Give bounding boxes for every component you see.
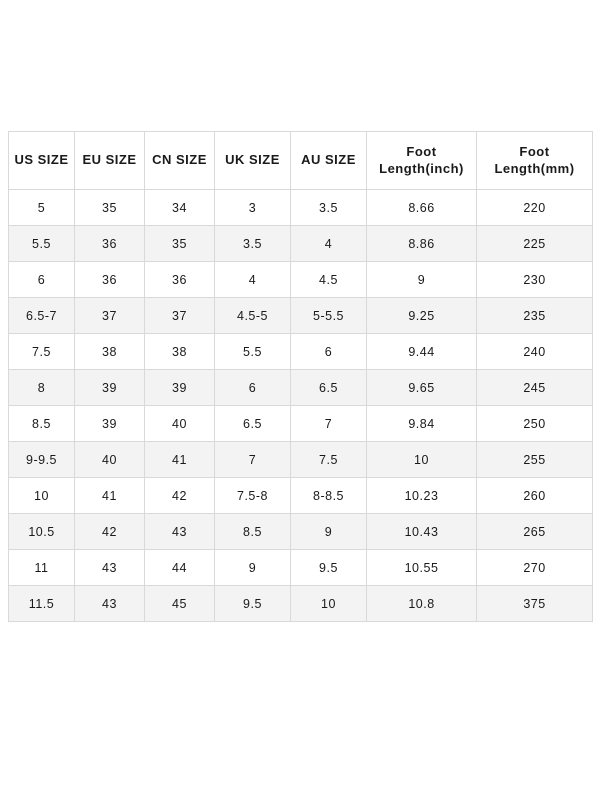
table-row xyxy=(9,226,593,262)
table-row xyxy=(9,406,593,442)
cell-foot-length-inch: 8.66 xyxy=(367,190,477,226)
cell-au-size: 7.5 xyxy=(291,442,367,478)
cell-foot-length-inch: 10.43 xyxy=(367,514,477,550)
size-chart-container xyxy=(8,131,592,622)
cell-foot-length-mm: 255 xyxy=(477,442,593,478)
cell-au-size: 8-8.5 xyxy=(291,478,367,514)
cell-au-size: 9.5 xyxy=(291,550,367,586)
cell-cn-size: 44 xyxy=(145,550,215,586)
cell-au-size: 3.5 xyxy=(291,190,367,226)
cell-uk-size: 4 xyxy=(215,262,291,298)
cell-foot-length-mm: 375 xyxy=(477,586,593,622)
cell-eu-size: 40 xyxy=(75,442,145,478)
cell-us-size: 8 xyxy=(9,370,75,406)
cell-foot-length-inch: 10.55 xyxy=(367,550,477,586)
cell-us-size: 5.5 xyxy=(9,226,75,262)
cell-uk-size: 7.5-8 xyxy=(215,478,291,514)
cell-us-size: 5 xyxy=(9,190,75,226)
cell-foot-length-inch: 10.23 xyxy=(367,478,477,514)
cell-foot-length-inch: 9.25 xyxy=(367,298,477,334)
cell-au-size: 4 xyxy=(291,226,367,262)
cell-us-size: 8.5 xyxy=(9,406,75,442)
cell-foot-length-mm: 225 xyxy=(477,226,593,262)
table-header xyxy=(9,132,593,190)
cell-us-size: 11 xyxy=(9,550,75,586)
cell-uk-size: 5.5 xyxy=(215,334,291,370)
cell-au-size: 5-5.5 xyxy=(291,298,367,334)
cell-cn-size: 35 xyxy=(145,226,215,262)
table-row xyxy=(9,586,593,622)
cell-foot-length-inch: 9.65 xyxy=(367,370,477,406)
cell-uk-size: 9 xyxy=(215,550,291,586)
cell-foot-length-mm: 240 xyxy=(477,334,593,370)
column-header-foot-length-mm xyxy=(477,132,593,190)
cell-eu-size: 43 xyxy=(75,550,145,586)
cell-cn-size: 34 xyxy=(145,190,215,226)
cell-eu-size: 41 xyxy=(75,478,145,514)
cell-us-size: 9-9.5 xyxy=(9,442,75,478)
cell-cn-size: 37 xyxy=(145,298,215,334)
cell-uk-size: 3 xyxy=(215,190,291,226)
cell-au-size: 10 xyxy=(291,586,367,622)
cell-foot-length-inch: 9.44 xyxy=(367,334,477,370)
cell-eu-size: 35 xyxy=(75,190,145,226)
column-header-cn-size: CN SIZE xyxy=(145,132,215,190)
cell-eu-size: 36 xyxy=(75,226,145,262)
cell-cn-size: 43 xyxy=(145,514,215,550)
cell-foot-length-inch: 9.84 xyxy=(367,406,477,442)
cell-eu-size: 36 xyxy=(75,262,145,298)
table-row xyxy=(9,550,593,586)
cell-cn-size: 41 xyxy=(145,442,215,478)
cell-eu-size: 42 xyxy=(75,514,145,550)
cell-eu-size: 38 xyxy=(75,334,145,370)
table-row xyxy=(9,514,593,550)
cell-foot-length-inch: 10.8 xyxy=(367,586,477,622)
cell-us-size: 6.5-7 xyxy=(9,298,75,334)
table-body xyxy=(9,190,593,622)
column-header-uk-size: UK SIZE xyxy=(215,132,291,190)
column-header-au-size: AU SIZE xyxy=(291,132,367,190)
table-row xyxy=(9,262,593,298)
cell-uk-size: 6.5 xyxy=(215,406,291,442)
cell-us-size: 7.5 xyxy=(9,334,75,370)
table-row xyxy=(9,370,593,406)
cell-foot-length-inch: 8.86 xyxy=(367,226,477,262)
cell-au-size: 7 xyxy=(291,406,367,442)
table-row xyxy=(9,334,593,370)
cell-cn-size: 36 xyxy=(145,262,215,298)
cell-uk-size: 7 xyxy=(215,442,291,478)
table-row xyxy=(9,190,593,226)
cell-uk-size: 4.5-5 xyxy=(215,298,291,334)
cell-cn-size: 45 xyxy=(145,586,215,622)
cell-us-size: 10.5 xyxy=(9,514,75,550)
column-header-foot-length-inch xyxy=(367,132,477,190)
cell-cn-size: 38 xyxy=(145,334,215,370)
cell-us-size: 11.5 xyxy=(9,586,75,622)
cell-foot-length-inch: 9 xyxy=(367,262,477,298)
column-header-us-size: US SIZE xyxy=(9,132,75,190)
cell-uk-size: 3.5 xyxy=(215,226,291,262)
cell-us-size: 10 xyxy=(9,478,75,514)
column-header-eu-size: EU SIZE xyxy=(75,132,145,190)
cell-au-size: 4.5 xyxy=(291,262,367,298)
cell-foot-length-mm: 260 xyxy=(477,478,593,514)
foot-length-inch-line1: Foot xyxy=(406,144,437,160)
cell-eu-size: 39 xyxy=(75,370,145,406)
cell-foot-length-mm: 220 xyxy=(477,190,593,226)
cell-us-size: 6 xyxy=(9,262,75,298)
shoe-size-chart-table xyxy=(8,131,593,622)
cell-cn-size: 40 xyxy=(145,406,215,442)
cell-eu-size: 43 xyxy=(75,586,145,622)
cell-foot-length-mm: 245 xyxy=(477,370,593,406)
cell-foot-length-mm: 265 xyxy=(477,514,593,550)
foot-length-mm-line2: Length(mm) xyxy=(494,160,575,176)
cell-cn-size: 42 xyxy=(145,478,215,514)
cell-eu-size: 37 xyxy=(75,298,145,334)
cell-uk-size: 9.5 xyxy=(215,586,291,622)
cell-cn-size: 39 xyxy=(145,370,215,406)
cell-foot-length-mm: 235 xyxy=(477,298,593,334)
cell-uk-size: 8.5 xyxy=(215,514,291,550)
table-header-row xyxy=(9,132,593,190)
cell-uk-size: 6 xyxy=(215,370,291,406)
cell-au-size: 9 xyxy=(291,514,367,550)
table-row xyxy=(9,442,593,478)
table-row xyxy=(9,298,593,334)
cell-foot-length-inch: 10 xyxy=(367,442,477,478)
cell-foot-length-mm: 250 xyxy=(477,406,593,442)
foot-length-inch-line2: Length(inch) xyxy=(379,160,464,176)
cell-foot-length-mm: 230 xyxy=(477,262,593,298)
table-row xyxy=(9,478,593,514)
cell-au-size: 6 xyxy=(291,334,367,370)
foot-length-mm-line1: Foot xyxy=(519,144,550,160)
cell-foot-length-mm: 270 xyxy=(477,550,593,586)
cell-eu-size: 39 xyxy=(75,406,145,442)
cell-au-size: 6.5 xyxy=(291,370,367,406)
